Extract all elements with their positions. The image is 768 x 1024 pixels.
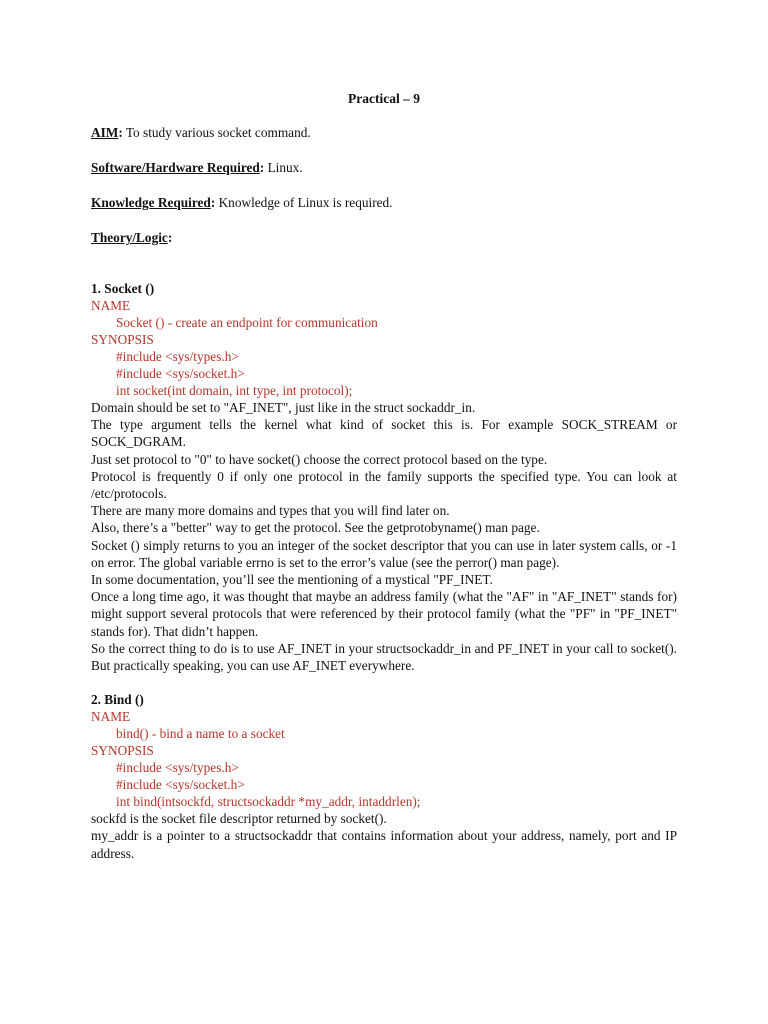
page-title: Practical – 9 xyxy=(348,91,420,106)
socket-paragraph: Once a long time ago, it was thought that maybe an address family (what the "AF" in "AF_INET" stands for) might support several protocols that were referenced by their protocol family (what the "PF" in "PF_INET" stands for). That didn’t happen. xyxy=(91,589,677,639)
code-line: #include <sys/types.h> xyxy=(116,760,239,776)
code-line: #include <sys/types.h> xyxy=(116,349,239,364)
theory-line xyxy=(91,229,677,247)
code-line: int bind(intsockfd, structsockaddr *my_addr, intaddrlen); xyxy=(116,794,421,810)
software-label: Software/Hardware Required xyxy=(91,160,260,175)
socket-paragraph: There are many more domains and types that you will find later on. xyxy=(91,503,450,519)
socket-paragraph: So the correct thing to do is to use AF_INET in your structsockaddr_in and PF_INET in your call to socket(). But practically speaking, you can use AF_INET everywhere. xyxy=(91,640,677,674)
bind-name-label: NAME xyxy=(91,709,131,725)
code-line: #include <sys/socket.h> xyxy=(116,366,245,381)
socket-section xyxy=(91,280,677,674)
document-page xyxy=(91,90,677,862)
bind-synopsis-label: SYNOPSIS xyxy=(91,743,154,759)
aim-text: To study various socket command. xyxy=(125,125,311,140)
socket-paragraph: Protocol is frequently 0 if only one protocol in the family supports the specified type. You can look at /etc/protocols. xyxy=(91,468,677,502)
aim-label: AIM xyxy=(91,125,119,140)
knowledge-label: Knowledge Required xyxy=(91,195,211,210)
bind-heading: 2. Bind () xyxy=(91,692,144,708)
socket-paragraph: The type argument tells the kernel what kind of socket this is. For example SOCK_STREAM or SOCK_DGRAM. xyxy=(91,417,677,450)
socket-paragraph: Domain should be set to "AF_INET", just like in the struct sockaddr_in. xyxy=(91,400,476,415)
aim-colon: : xyxy=(118,125,123,140)
theory-colon: : xyxy=(167,230,173,245)
aim-line xyxy=(91,124,677,142)
knowledge-text: Knowledge of Linux is required. xyxy=(218,195,393,210)
knowledge-line xyxy=(91,194,677,212)
software-line xyxy=(91,159,677,177)
socket-paragraph: In some documentation, you’ll see the mentioning of a mystical "PF_INET. xyxy=(91,572,493,588)
theory-label: Theory/Logic xyxy=(91,230,168,245)
software-colon: : xyxy=(259,160,265,175)
socket-name-text: Socket () - create an endpoint for communication xyxy=(116,315,378,330)
bind-section xyxy=(91,691,677,862)
code-line: #include <sys/socket.h> xyxy=(116,777,245,793)
bind-name-text: bind() - bind a name to a socket xyxy=(116,726,285,742)
knowledge-colon: : xyxy=(210,195,216,210)
socket-synopsis-label: SYNOPSIS xyxy=(91,332,154,347)
socket-paragraph: Just set protocol to "0" to have socket() choose the correct protocol based on the type. xyxy=(91,451,548,467)
socket-heading: 1. Socket () xyxy=(91,281,155,296)
software-text: Linux. xyxy=(267,160,303,175)
bind-paragraph: my_addr is a pointer to a structsockaddr that contains information about your address, namely, port and IP address. xyxy=(91,828,677,861)
socket-paragraph: Socket () simply returns to you an integer of the socket descriptor that you can use in later system calls, or -1 on error. The global variable errno is set to the error’s value (see the perror() man page). xyxy=(91,537,677,570)
code-line: int socket(int domain, int type, int protocol); xyxy=(116,383,353,398)
socket-name-label: NAME xyxy=(91,298,131,313)
socket-paragraph: Also, there’s a "better" way to get the protocol. See the getprotobyname() man page. xyxy=(91,520,540,536)
bind-paragraph: sockfd is the socket file descriptor returned by socket(). xyxy=(91,811,387,827)
